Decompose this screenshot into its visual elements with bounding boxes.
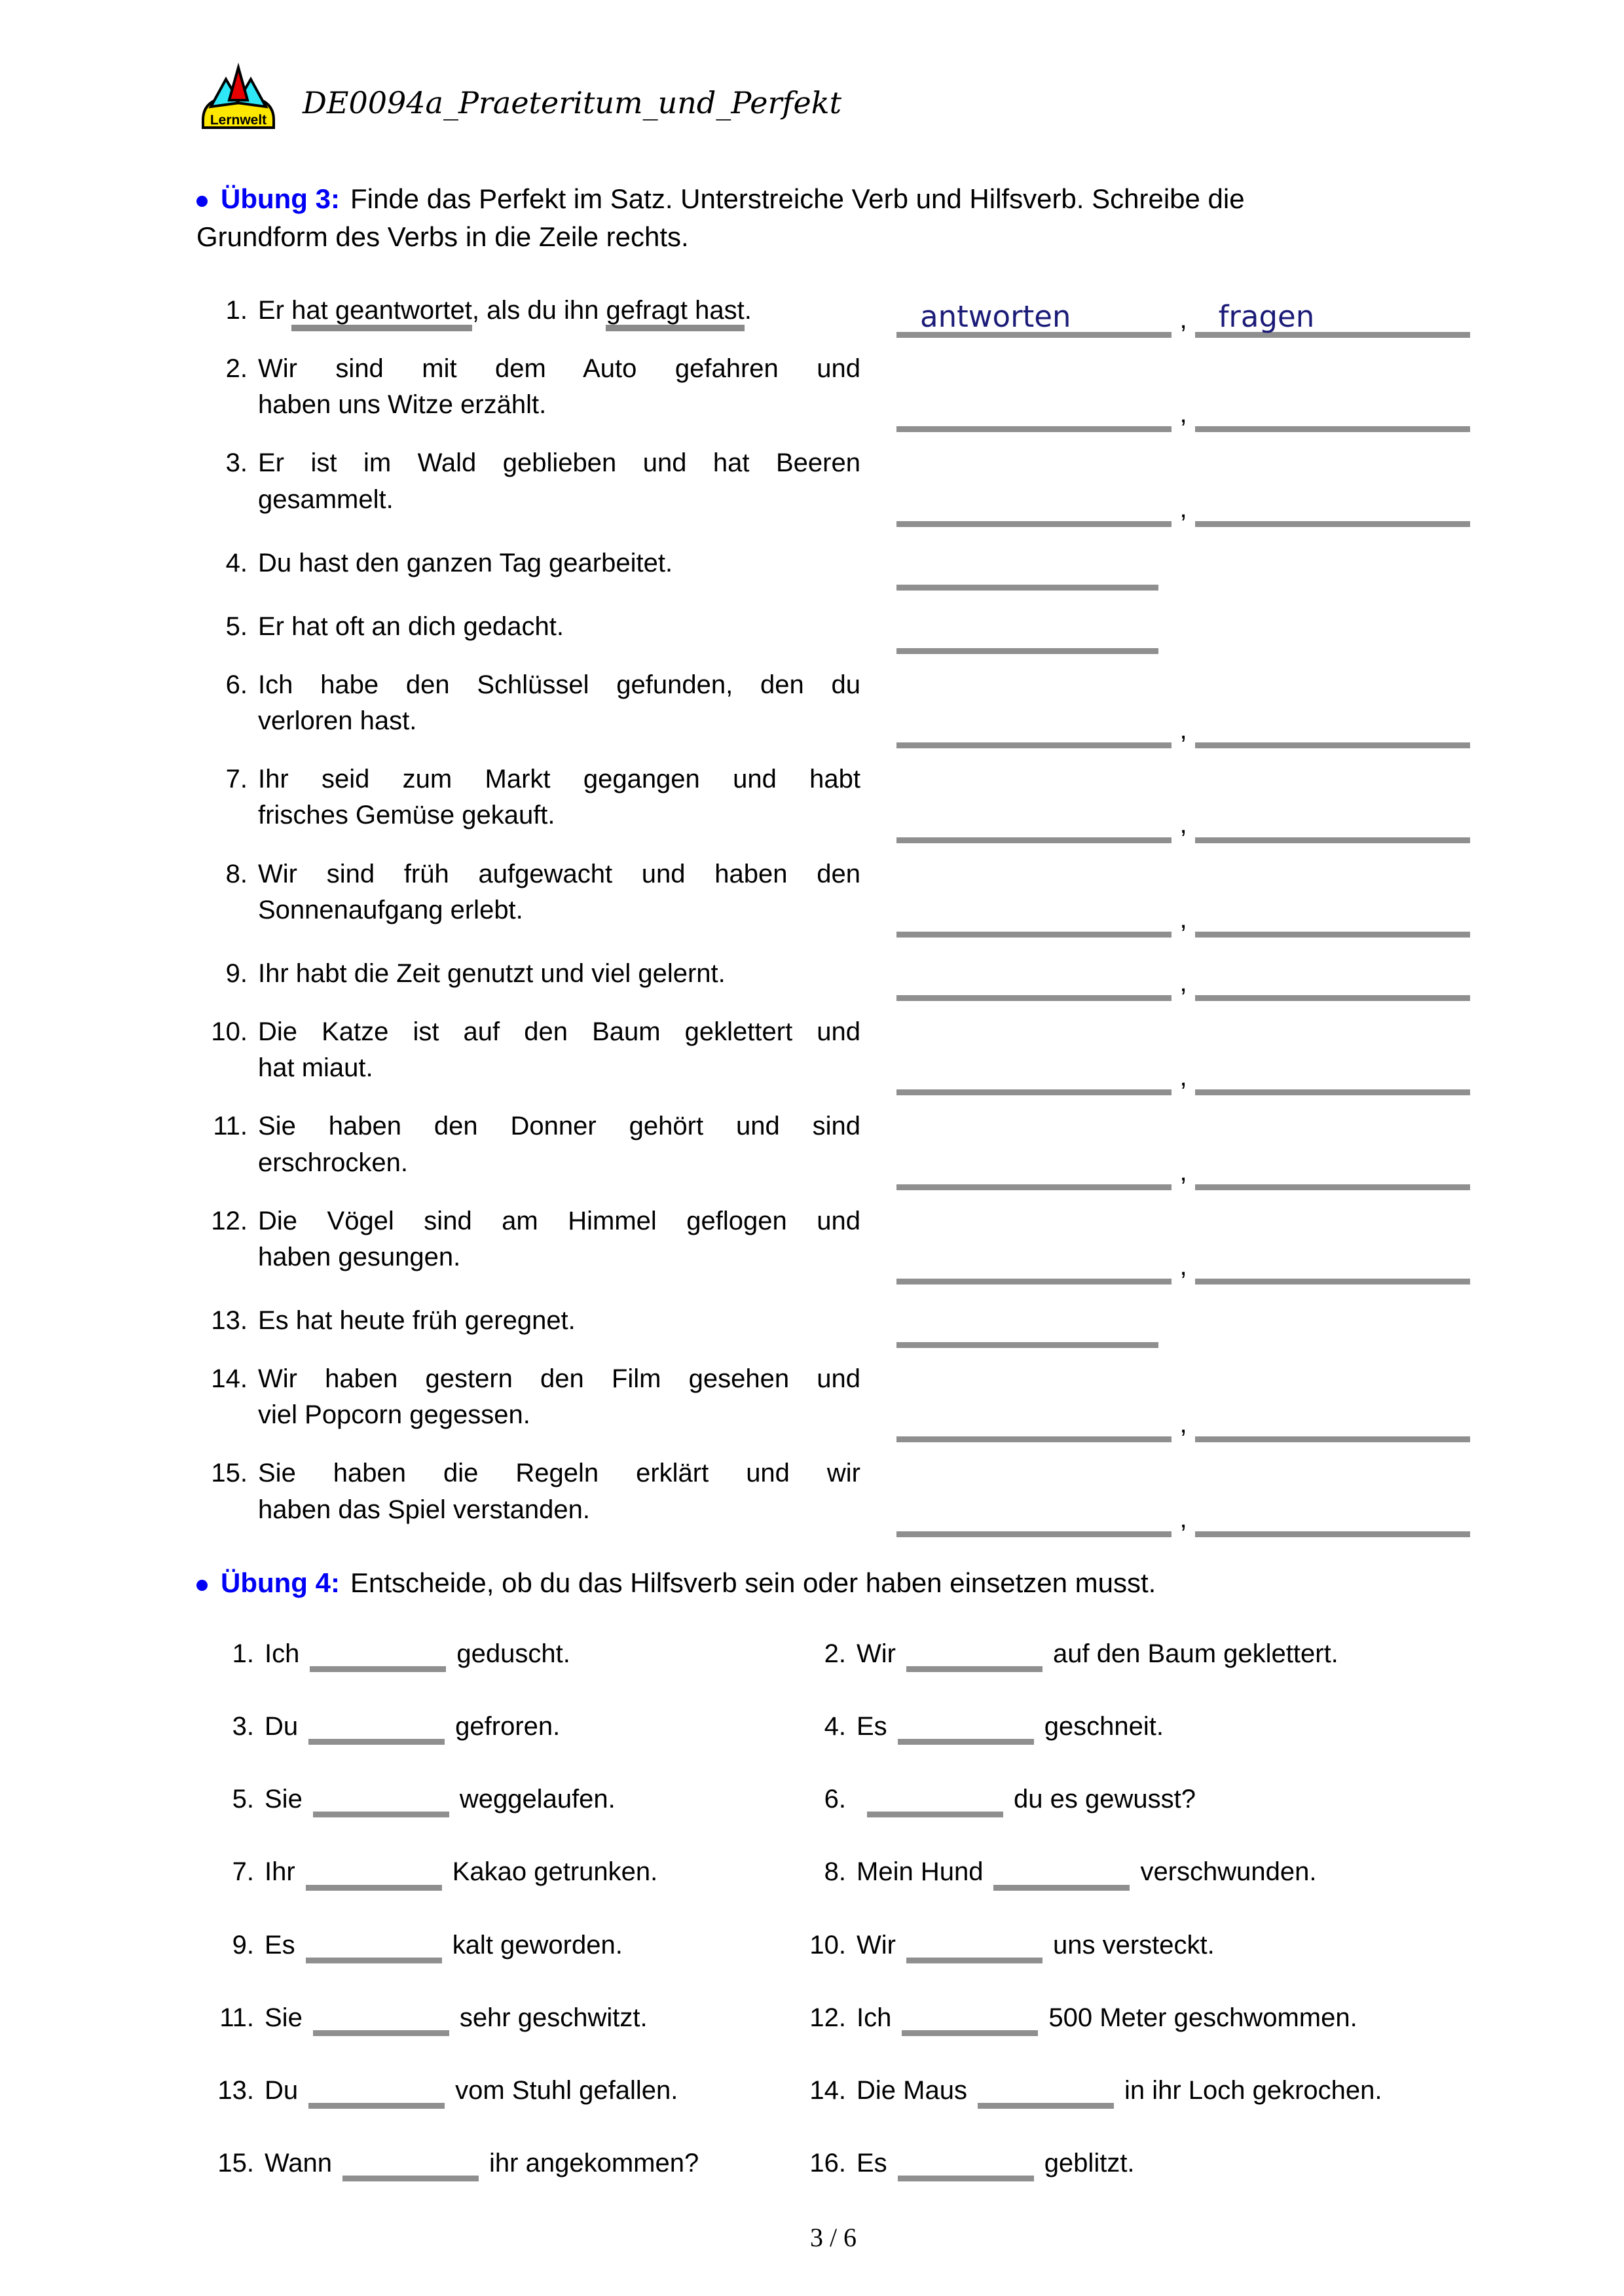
page-number: 3 / 6 bbox=[809, 2223, 857, 2253]
exercise3-heading bbox=[196, 180, 1470, 256]
answer-blank[interactable] bbox=[1195, 802, 1470, 843]
exercise3-item bbox=[196, 1361, 1470, 1439]
answer-text: fragen bbox=[1218, 299, 1315, 334]
logo-text: Lernwelt bbox=[210, 113, 267, 128]
comma-separator: , bbox=[1179, 1063, 1187, 1092]
page-header bbox=[196, 62, 1470, 144]
answer-blank[interactable] bbox=[310, 1636, 446, 1672]
item-number: 8. bbox=[225, 859, 248, 888]
sentence-end: Kakao getrunken. bbox=[452, 1857, 658, 1887]
exercise3-item bbox=[196, 1014, 1470, 1092]
item-sentence: Er hat oft an dich gedacht. bbox=[258, 611, 564, 641]
exercise4-label: Übung 4: bbox=[221, 1567, 340, 1598]
exercise3-item bbox=[196, 667, 1470, 745]
exercise3-item bbox=[196, 604, 1470, 645]
answer-blank[interactable] bbox=[896, 960, 1172, 1001]
answer-blank[interactable] bbox=[902, 2000, 1038, 2036]
answer-blank[interactable] bbox=[896, 1243, 1172, 1285]
item-number: 15. bbox=[217, 2149, 254, 2178]
answer-blank[interactable] bbox=[867, 1781, 1003, 1817]
exercise4-item bbox=[788, 1636, 1470, 1672]
item-sentence: Wir sind früh aufgewacht und haben den Sonnenaufgang erlebt. bbox=[258, 859, 860, 924]
exercise3-instructions-line2: Grundform des Verbs in die Zeile rechts. bbox=[196, 221, 689, 253]
item-number: 6. bbox=[824, 1785, 846, 1814]
item-number: 10. bbox=[211, 1017, 248, 1046]
exercise3-item bbox=[196, 951, 1470, 997]
sentence-start: Du bbox=[265, 2075, 299, 2105]
item-sentence: Er ist im Wald geblieben und hat Beeren gesammelt. bbox=[258, 448, 860, 514]
answer-blank[interactable] bbox=[896, 549, 1158, 591]
item-number: 11. bbox=[213, 1112, 248, 1141]
answer-blank[interactable] bbox=[1195, 486, 1470, 527]
item-number: 9. bbox=[232, 1930, 254, 1959]
sentence-start: Die Maus bbox=[857, 2075, 967, 2105]
answer-blank[interactable] bbox=[306, 1855, 442, 1891]
answer-blank[interactable] bbox=[308, 1709, 445, 1745]
sentence-end: geduscht. bbox=[456, 1639, 570, 1668]
answer-blank[interactable] bbox=[1195, 960, 1470, 1001]
answer-area bbox=[896, 1243, 1470, 1285]
answer-area bbox=[896, 960, 1470, 1001]
sentence-start: Ich bbox=[857, 2003, 892, 2032]
answer-blank[interactable] bbox=[898, 2145, 1034, 2181]
item-sentence: Du hast den ganzen Tag gearbeitet. bbox=[258, 548, 673, 577]
item-sentence: Es hat heute früh geregnet. bbox=[258, 1305, 576, 1335]
exercise3-item bbox=[196, 445, 1470, 523]
answer-area bbox=[896, 391, 1470, 432]
item-sentence bbox=[258, 293, 860, 329]
item-number: 3. bbox=[232, 1711, 254, 1741]
answer-blank[interactable] bbox=[1195, 1054, 1470, 1095]
item-sentence: Sie haben die Regeln erklärt und wir haben das Spiel verstanden. bbox=[258, 1459, 860, 1524]
item-number: 4. bbox=[225, 548, 248, 577]
answer-area bbox=[896, 549, 1470, 591]
answer-blank[interactable] bbox=[896, 391, 1172, 432]
answer-area bbox=[896, 1307, 1470, 1348]
sentence-end: sehr geschwitzt. bbox=[459, 2003, 648, 2032]
sentence-end: uns versteckt. bbox=[1052, 1930, 1215, 1959]
item-number: 9. bbox=[225, 958, 248, 988]
item-number: 6. bbox=[225, 670, 248, 699]
answer-area bbox=[896, 297, 1470, 338]
answer-blank[interactable] bbox=[342, 2145, 479, 2181]
item-sentence: Die Katze ist auf den Baum geklettert und hat miaut. bbox=[258, 1017, 860, 1083]
exercise3-item bbox=[196, 1455, 1470, 1533]
exercise4-item bbox=[196, 2145, 779, 2181]
answer-area bbox=[896, 1496, 1470, 1537]
answer-blank[interactable] bbox=[896, 613, 1158, 654]
item-sentence: Wir sind mit dem Auto gefahren und haben uns Witze erzählt. bbox=[258, 354, 860, 420]
item-number: 13. bbox=[211, 1305, 248, 1335]
sentence-end: gefroren. bbox=[455, 1711, 561, 1741]
exercise3-item bbox=[196, 761, 1470, 839]
exercise3-item bbox=[196, 1108, 1470, 1186]
item-sentence: Die Vögel sind am Himmel geflogen und haben gesungen. bbox=[258, 1206, 860, 1271]
exercise3-list bbox=[196, 287, 1470, 1533]
comma-separator: , bbox=[1179, 1157, 1187, 1186]
sentence-start: Mein Hund bbox=[857, 1857, 984, 1887]
exercise3-instructions-line1: Finde das Perfekt im Satz. Unterstreiche Verb und Hilfsverb. Schreibe die bbox=[350, 183, 1245, 215]
bullet-icon bbox=[196, 1580, 208, 1591]
answer-blank[interactable] bbox=[896, 1307, 1158, 1348]
exercise3-label: Übung 3: bbox=[221, 183, 340, 215]
exercise4-list bbox=[196, 1636, 1470, 2182]
sentence-end: vom Stuhl gefallen. bbox=[455, 2075, 678, 2105]
answer-area bbox=[896, 1054, 1470, 1095]
underlined-verb: hat geantwortet bbox=[291, 296, 472, 331]
exercise4-item bbox=[196, 1781, 779, 1817]
exercise3-item bbox=[196, 1298, 1470, 1339]
exercise3-item bbox=[196, 540, 1470, 581]
comma-separator: , bbox=[1179, 1410, 1187, 1439]
exercise3-item bbox=[196, 287, 1470, 334]
answer-blank[interactable] bbox=[896, 896, 1172, 938]
exercise4-item bbox=[196, 1927, 779, 1963]
sentence-end: in ihr Loch gekrochen. bbox=[1124, 2075, 1382, 2105]
item-number: 2. bbox=[225, 354, 248, 384]
exercise4-item bbox=[196, 1709, 779, 1745]
exercise4-item bbox=[788, 1781, 1470, 1817]
sentence-end: ihr angekommen? bbox=[489, 2149, 699, 2178]
exercise4-instructions: Entscheide, ob du das Hilfsverb sein oder haben einsetzen musst. bbox=[350, 1567, 1156, 1598]
comma-separator: , bbox=[1179, 304, 1187, 334]
sentence-end: kalt geworden. bbox=[452, 1930, 623, 1959]
sentence-start: Wir bbox=[857, 1639, 896, 1668]
item-number: 16. bbox=[809, 2149, 846, 2178]
sentence-end: auf den Baum geklettert. bbox=[1052, 1639, 1338, 1668]
sentence-end: du es gewusst? bbox=[1014, 1785, 1196, 1814]
answer-blank[interactable] bbox=[306, 1927, 442, 1963]
comma-separator: , bbox=[1179, 810, 1187, 839]
exercise3-item bbox=[196, 1203, 1470, 1281]
comma-separator: , bbox=[1179, 968, 1187, 997]
item-number: 15. bbox=[211, 1459, 248, 1488]
item-number: 10. bbox=[809, 1930, 846, 1959]
exercise4-item bbox=[196, 1636, 779, 1672]
sentence-text: Er bbox=[258, 295, 292, 325]
sentence-start: Ihr bbox=[265, 1857, 295, 1887]
item-number: 12. bbox=[211, 1206, 248, 1235]
item-number: 5. bbox=[232, 1785, 254, 1814]
exercise4-item bbox=[788, 1854, 1470, 1890]
answer-blank[interactable] bbox=[896, 707, 1172, 748]
answer-blank[interactable] bbox=[1195, 297, 1470, 338]
sentence-start: Sie bbox=[265, 1785, 303, 1814]
answer-blank[interactable] bbox=[313, 1781, 449, 1817]
exercise3-item bbox=[196, 856, 1470, 934]
item-sentence: Ihr seid zum Markt gegangen und habt frisches Gemüse gekauft. bbox=[258, 765, 860, 830]
item-sentence: Ich habe den Schlüssel gefunden, den du verloren hast. bbox=[258, 670, 860, 736]
answer-blank[interactable] bbox=[1195, 896, 1470, 938]
sentence-text: . bbox=[744, 295, 752, 325]
sentence-start: Wann bbox=[265, 2149, 333, 2178]
item-number: 3. bbox=[225, 448, 248, 478]
answer-blank[interactable] bbox=[1195, 707, 1470, 748]
comma-separator: , bbox=[1179, 494, 1187, 523]
answer-blank[interactable] bbox=[898, 1709, 1034, 1745]
item-number: 5. bbox=[225, 611, 248, 641]
answer-blank[interactable] bbox=[1195, 1149, 1470, 1190]
exercise3-item bbox=[196, 351, 1470, 429]
comma-separator: , bbox=[1179, 399, 1187, 429]
answer-blank[interactable] bbox=[308, 2073, 445, 2109]
answer-blank[interactable] bbox=[896, 1401, 1172, 1442]
answer-blank[interactable] bbox=[978, 2073, 1114, 2109]
lernwelt-logo-icon bbox=[196, 62, 280, 144]
document-title: DE0094a_Praeteritum_und_Perfekt bbox=[303, 84, 842, 120]
exercise4-item bbox=[788, 1709, 1470, 1745]
item-number: 4. bbox=[824, 1711, 846, 1741]
sentence-start: Es bbox=[857, 1711, 887, 1741]
answer-blank[interactable] bbox=[896, 1054, 1172, 1095]
comma-separator: , bbox=[1179, 904, 1187, 934]
comma-separator: , bbox=[1179, 716, 1187, 745]
exercise4-item bbox=[196, 1854, 779, 1890]
answer-blank[interactable] bbox=[1195, 391, 1470, 432]
sentence-start: Du bbox=[265, 1711, 299, 1741]
item-sentence: Sie haben den Donner gehört und sind erschrocken. bbox=[258, 1112, 860, 1177]
sentence-text: , als du ihn bbox=[471, 295, 606, 325]
sentence-start: Es bbox=[857, 2149, 887, 2178]
sentence-start: Sie bbox=[265, 2003, 303, 2032]
exercise4-item bbox=[788, 1927, 1470, 1963]
answer-blank[interactable] bbox=[906, 1636, 1043, 1672]
sentence-end: 500 Meter geschwommen. bbox=[1048, 2003, 1357, 2032]
exercise4-item bbox=[788, 2073, 1470, 2109]
answer-area bbox=[896, 896, 1470, 938]
bullet-icon bbox=[196, 196, 208, 207]
answer-blank[interactable] bbox=[896, 297, 1172, 338]
item-sentence: Wir haben gestern den Film gesehen und viel Popcorn gegessen. bbox=[258, 1364, 860, 1430]
item-number: 1. bbox=[232, 1639, 254, 1668]
exercise4-item bbox=[196, 2000, 779, 2036]
answer-blank[interactable] bbox=[1195, 1401, 1470, 1442]
exercise4-item bbox=[788, 2000, 1470, 2036]
sentence-end: verschwunden. bbox=[1140, 1857, 1317, 1887]
comma-separator: , bbox=[1179, 1504, 1187, 1533]
item-number: 8. bbox=[824, 1857, 846, 1887]
page-footer bbox=[196, 2219, 1470, 2255]
item-number: 13. bbox=[217, 2075, 254, 2105]
exercise4-heading bbox=[196, 1564, 1470, 1602]
answer-area bbox=[896, 613, 1470, 654]
answer-blank[interactable] bbox=[1195, 1243, 1470, 1285]
item-number: 7. bbox=[225, 765, 248, 794]
answer-blank[interactable] bbox=[1195, 1496, 1470, 1537]
sentence-start: Ich bbox=[265, 1639, 300, 1668]
answer-area bbox=[896, 707, 1470, 748]
sentence-end: geschneit. bbox=[1044, 1711, 1164, 1741]
answer-area bbox=[896, 1401, 1470, 1442]
answer-blank[interactable] bbox=[993, 1855, 1130, 1891]
answer-blank[interactable] bbox=[906, 1927, 1043, 1963]
sentence-start: Wir bbox=[857, 1930, 896, 1959]
item-number: 14. bbox=[809, 2075, 846, 2105]
answer-blank[interactable] bbox=[896, 1496, 1172, 1537]
answer-blank[interactable] bbox=[896, 802, 1172, 843]
item-number: 11. bbox=[219, 2003, 254, 2032]
item-number: 7. bbox=[232, 1857, 254, 1887]
exercise4-item bbox=[196, 2073, 779, 2109]
answer-area bbox=[896, 1149, 1470, 1190]
sentence-end: geblitzt. bbox=[1044, 2149, 1135, 2178]
answer-blank[interactable] bbox=[896, 486, 1172, 527]
comma-separator: , bbox=[1179, 1251, 1187, 1281]
exercise4-item bbox=[788, 2145, 1470, 2181]
item-number: 14. bbox=[211, 1364, 248, 1394]
answer-area bbox=[896, 486, 1470, 527]
answer-blank[interactable] bbox=[313, 2000, 449, 2036]
answer-blank[interactable] bbox=[896, 1149, 1172, 1190]
item-sentence: Ihr habt die Zeit genutzt und viel gelernt. bbox=[258, 958, 726, 988]
item-number: 1. bbox=[225, 295, 248, 325]
item-number: 12. bbox=[809, 2003, 846, 2032]
sentence-end: weggelaufen. bbox=[459, 1785, 616, 1814]
sentence-start: Es bbox=[265, 1930, 295, 1959]
underlined-verb: gefragt hast bbox=[606, 296, 744, 331]
answer-area bbox=[896, 802, 1470, 843]
item-number: 2. bbox=[824, 1639, 846, 1668]
answer-text: antworten bbox=[920, 299, 1071, 334]
